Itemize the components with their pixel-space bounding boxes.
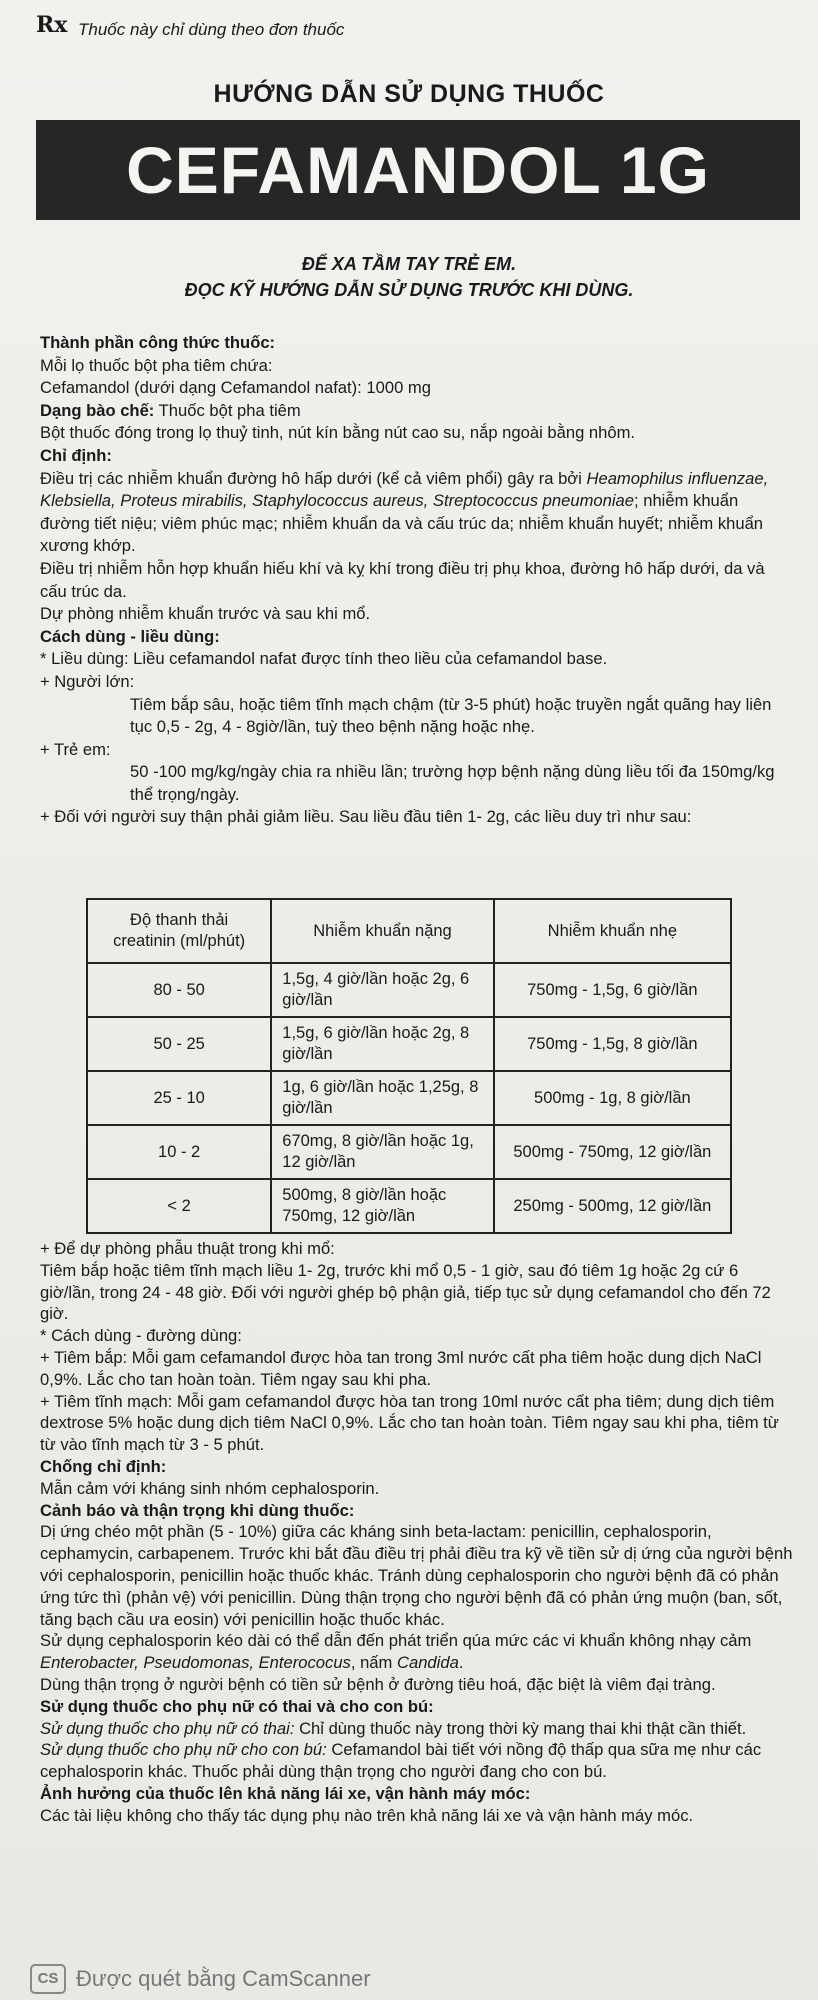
pregnancy-heading: Sử dụng thuốc cho phụ nữ có thai và cho con bú: (40, 1696, 434, 1716)
precautions-p2-mid: , nấm (350, 1653, 397, 1673)
route-heading: * Cách dùng - đường dùng: (40, 1326, 242, 1346)
composition-heading: Thành phần công thức thuốc: (40, 333, 276, 352)
contraindications-text: Mẫn cảm với kháng sinh nhóm cephalosporin. (40, 1478, 380, 1498)
rx-symbol: Rx (36, 12, 68, 38)
route-im: + Tiêm bắp: Mỗi gam cefamandol được hòa tan trong 3ml nước cất pha tiêm hoặc dung dịch NaCl 0,9%. Lắc cho tan hoàn toàn. Tiêm ngay sau khi pha. (40, 1347, 762, 1389)
dosage-form (40, 400, 790, 423)
packaging: Bột thuốc đóng trong lọ thuỷ tinh, nút kín bằng nút cao su, nắp ngoài bằng nhôm. (40, 423, 636, 443)
table-row (87, 1125, 731, 1179)
table-row (87, 1017, 731, 1071)
driving-text: Các tài liệu không cho thấy tác dụng phụ nào trên khả năng lái xe và vận hành máy móc. (40, 1805, 694, 1825)
indications-p1-rest: ; nhiễm khuẩn đường tiết niệu; viêm phúc mạc; nhiễm khuẩn da và cấu trúc da; nhiễm khuẩn huyết; nhiễm khuẩn xương khớp. (40, 491, 764, 556)
indications-p2: Điều trị nhiễm hỗn hợp khuẩn hiếu khí và kỵ khí trong điều trị phụ khoa, đường hô hấp dưới, da và cấu trúc da. (40, 558, 765, 601)
table-cell: 750mg - 1,5g, 6 giờ/lần (494, 963, 731, 1017)
table-cell: 1,5g, 6 giờ/lần hoặc 2g, 8 giờ/lần (271, 1017, 493, 1071)
administration-heading: Cách dùng - liều dùng: (40, 626, 220, 646)
lactation-para (40, 1739, 794, 1783)
route-iv: + Tiêm tĩnh mạch: Mỗi gam cefamandol được hòa tan trong 10ml nước cất pha tiêm; dung dịch tiêm dextrose 5% hoặc dung dịch tiêm NaCl 0,9%. Lắc cho tan hoàn toàn. Tiêm ngay sau khi pha, tiêm từ từ vào tĩnh mạch từ 3 - 5 phút. (40, 1391, 779, 1455)
indications-heading: Chỉ định: (40, 445, 112, 465)
precautions-p3: Dùng thận trọng ở người bệnh có tiền sử bệnh ở đường tiêu hoá, đặc biệt là viêm đại tràng. (40, 1674, 716, 1694)
table-cell: 80 - 50 (87, 963, 271, 1017)
composition-line1: Mỗi lọ thuốc bột pha tiêm chứa: (40, 355, 273, 375)
table-cell: 500mg - 750mg, 12 giờ/lần (494, 1125, 731, 1179)
table-row (87, 1071, 731, 1125)
precautions-p2 (40, 1630, 794, 1674)
composition-line2: Cefamandol (dưới dạng Cefamandol nafat): 1000 mg (40, 378, 431, 398)
product-title: CEFAMANDOL 1G (36, 120, 800, 220)
scanner-watermark (30, 1964, 371, 1994)
pregnancy-label: Sử dụng thuốc cho phụ nữ có thai: (40, 1718, 295, 1738)
lactation-text: Cefamandol bài tiết với nồng độ thấp qua sữa mẹ như các cephalosporin khác. Thuốc phải dùng thận trọng cho người đang cho con bú. (40, 1740, 762, 1782)
table-cell: 500mg - 1g, 8 giờ/lần (494, 1071, 731, 1125)
table-header-cell: Độ thanh thải creatinin (ml/phút) (87, 899, 271, 963)
indications-pathogens: Heamophilus influenzae, Klebsiella, Proteus mirabilis, Staphylococcus aureus, Streptococcus pneumoniae (40, 468, 769, 511)
contraindications-heading: Chống chỉ định: (40, 1456, 167, 1476)
pregnancy-text: Chỉ dùng thuốc này trong thời kỳ mang thai khi thật cần thiết. (294, 1718, 747, 1738)
warning-children: ĐỂ XA TẦM TAY TRẺ EM. (301, 254, 517, 274)
table-cell: 750mg - 1,5g, 8 giờ/lần (494, 1017, 731, 1071)
table-row (87, 1179, 731, 1233)
table-header-row (87, 899, 731, 963)
table-cell: 1,5g, 4 giờ/lần hoặc 2g, 6 giờ/lần (271, 963, 493, 1017)
pregnancy-para (40, 1718, 794, 1740)
table-cell: 1g, 6 giờ/lần hoặc 1,25g, 8 giờ/lần (271, 1071, 493, 1125)
renal-text: + Đối với người suy thận phải giảm liều. Sau liều đầu tiên 1- 2g, các liều duy trì như sau: (40, 807, 692, 827)
dosage-form-value: Thuốc bột pha tiêm (154, 400, 301, 420)
table-cell: 670mg, 8 giờ/lần hoặc 1g, 12 giờ/lần (271, 1125, 493, 1179)
secondary-body (40, 1238, 794, 1827)
precautions-p1: Dị ứng chéo một phần (5 - 10%) giữa các kháng sinh beta-lactam: penicillin, cephalosporin, cephamycin, carbapenem. Trước khi bắt đầu điều trị phải điều tra kỹ về tiền sử dị ứng của người bệnh với cephalosporin, penicillin hoặc thuốc khác. Tránh dùng cephalosporin cho người bệnh đã có phản ứng tức thì (phản vệ) với penicillin. Dùng thận trọng cho người bệnh đã có phản ứng muộn (ban, sốt, tăng bạch cầu ưa eosin) với penicillin hoặc thuốc khác. (40, 1522, 793, 1629)
child-label: + Trẻ em: (40, 739, 111, 759)
warning-read: ĐỌC KỸ HƯỚNG DẪN SỬ DỤNG TRƯỚC KHI DÙNG. (184, 280, 634, 300)
rx-notice: Thuốc này chỉ dùng theo đơn thuốc (78, 20, 345, 39)
driving-heading: Ảnh hưởng của thuốc lên khả năng lái xe, vận hành máy móc: (40, 1783, 531, 1803)
precautions-fungus: Candida (396, 1653, 459, 1673)
surgery-text: Tiêm bắp hoặc tiêm tĩnh mạch liều 1- 2g, trước khi mổ 0,5 - 1 giờ, sau đó tiêm 1g hoặc 2g cứ 6 giờ/lần, trong 24 - 48 giờ. Đối với người ghép bộ phận giả, tiếp tục sử dụng cefamandol cho đến 72 giờ. (40, 1260, 771, 1324)
dosage-form-heading: Dạng bào chế: (40, 400, 155, 420)
dose-note: * Liều dùng: Liều cefamandol nafat được tính theo liều của cefamandol base. (40, 649, 608, 669)
camscanner-icon: CS (30, 1964, 66, 1994)
main-body (40, 332, 790, 829)
precautions-bacteria: Enterobacter, Pseudomonas, Enterococus (40, 1653, 351, 1673)
renal-dose-table (86, 898, 732, 1234)
lactation-label: Sử dụng thuốc cho phụ nữ cho con bú: (40, 1740, 327, 1760)
precautions-heading: Cảnh báo và thận trọng khi dùng thuốc: (40, 1500, 355, 1520)
indications-p3: Dự phòng nhiễm khuẩn trước và sau khi mổ. (40, 604, 371, 624)
table-header-cell: Nhiễm khuẩn nhẹ (494, 899, 731, 963)
indications-p1 (40, 468, 790, 558)
adult-text: Tiêm bắp sâu, hoặc tiêm tĩnh mạch chậm (từ 3-5 phút) hoặc truyền ngắt quãng hay liên tục 0,5 - 2g, 4 - 8giờ/lần, tuỳ theo bệnh nặng hoặc nhẹ. (130, 694, 772, 737)
table-cell: 25 - 10 (87, 1071, 271, 1125)
adult-label: + Người lớn: (40, 671, 135, 691)
scanner-watermark-text: Được quét bằng CamScanner (76, 1966, 371, 1991)
table-row (87, 963, 731, 1017)
table-cell: 50 - 25 (87, 1017, 271, 1071)
table-cell: 250mg - 500mg, 12 giờ/lần (494, 1179, 731, 1233)
precautions-p2-end: . (458, 1653, 464, 1673)
leaflet-heading: HƯỚNG DẪN SỬ DỤNG THUỐC (213, 80, 605, 108)
table-cell: < 2 (87, 1179, 271, 1233)
child-text: 50 -100 mg/kg/ngày chia ra nhiều lần; trường hợp bệnh nặng dùng liều tối đa 150mg/kg thể trọng/ngày. (130, 762, 775, 804)
surgery-heading: + Để dự phòng phẫu thuật trong khi mổ: (40, 1239, 335, 1258)
table-header-cell: Nhiễm khuẩn nặng (271, 899, 493, 963)
table-cell: 500mg, 8 giờ/lần hoặc 750mg, 12 giờ/lần (271, 1179, 493, 1233)
indications-p1-text: Điều trị các nhiễm khuẩn đường hô hấp dưới (kể cả viêm phổi) gây ra bởi (40, 468, 587, 488)
precautions-p2-text: Sử dụng cephalosporin kéo dài có thể dẫn đến phát triển qúa mức các vi khuẩn không nhạy cảm (40, 1631, 752, 1651)
table-cell: 10 - 2 (87, 1125, 271, 1179)
